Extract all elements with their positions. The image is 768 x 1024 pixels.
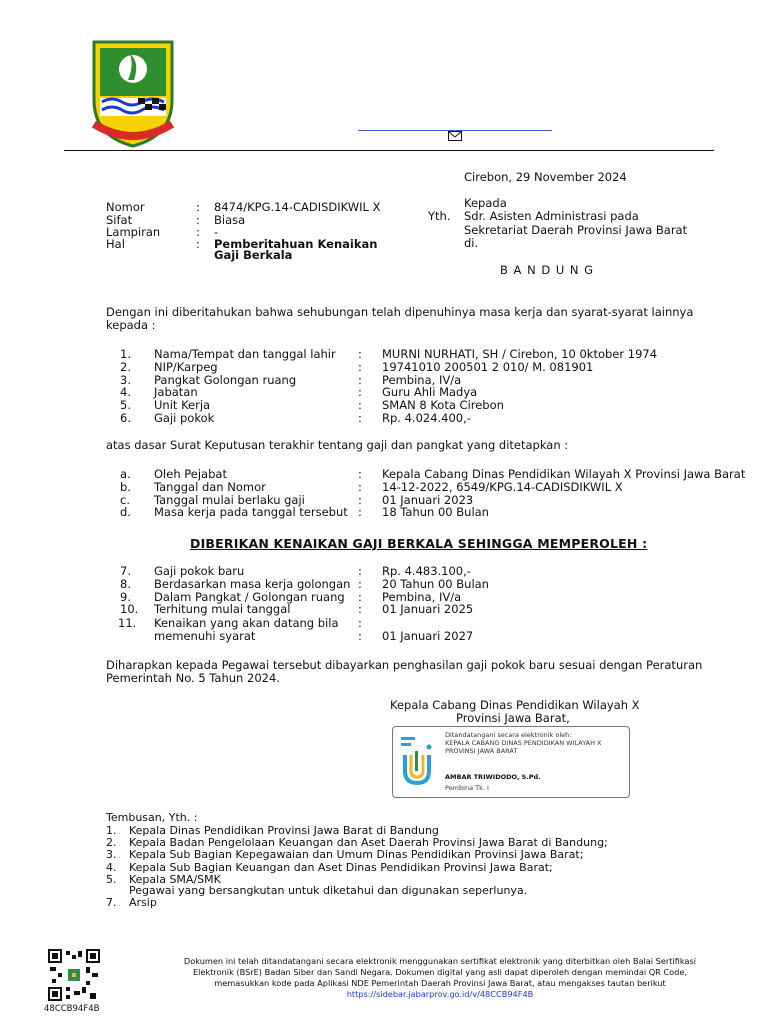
west-java-emblem-logo — [88, 36, 178, 148]
cc-item-text: Kepala Dinas Pendidikan Provinsi Jawa Barat di Bandung — [129, 824, 439, 837]
colon: : — [358, 589, 362, 604]
raise-item-value: 01 Januari 2027 — [382, 629, 474, 643]
footer-line3: memasukkan kode pada Aplikasi NDE Pemerintah Daerah Provinsi Jawa Barat, atau mengakses tautan berikut — [214, 978, 666, 988]
item-no: a. — [120, 467, 131, 481]
item-label: Gaji pokok — [154, 411, 215, 425]
item-label: Terhitung mulai tanggal — [154, 602, 291, 617]
document-code: 48CCB94F4B — [44, 1004, 100, 1014]
footer-line2: Elektronik (BSrE) Badan Siber dan Sandi Negara. Dokumen digital yang asli dapat diperoleh dengan memindai QR Code, — [192, 967, 688, 977]
sig-box-line3: PROVINSI JAWA BARAT — [445, 747, 518, 755]
cc-item-no: 4. — [106, 860, 117, 874]
colon: : — [196, 225, 200, 239]
item-label: Masa kerja pada tanggal tersebut — [154, 505, 348, 520]
hal-label: Hal — [106, 237, 125, 251]
colon: : — [358, 576, 362, 591]
sig-box-line2: KEPALA CABANG DINAS PENDIDIKAN WILAYAH X — [445, 739, 602, 747]
item-label: Unit Kerja — [154, 398, 211, 413]
colon: : — [196, 237, 200, 251]
nomor-value: 8474/KPG.14-CADISDIKWIL X — [214, 200, 381, 214]
item-value: 01 Januari 2025 — [382, 602, 474, 617]
colon: : — [358, 629, 362, 643]
recipient-line3: di. — [464, 236, 479, 250]
item-no: 1. — [120, 347, 131, 361]
item-no: 10. — [120, 602, 139, 617]
letter-date: Cirebon, 29 November 2024 — [464, 170, 627, 184]
sifat-value: Biasa — [214, 213, 246, 227]
verification-link[interactable]: https://sidebar.jabarprov.go.id/v/48CCB94F4B — [346, 989, 534, 999]
intro-line1: Dengan ini diberitahukan bahwa sehubungan telah dipenuhinya masa kerja dan syarat-syarat lainnya — [106, 305, 694, 319]
item-value: MURNI NURHATI, SH / Cirebon, 10 0ktober 1974 — [382, 347, 658, 361]
raise-item-no: 11. — [118, 616, 137, 630]
colon: : — [358, 602, 362, 617]
item-no: 6. — [120, 411, 131, 425]
colon: : — [358, 359, 362, 374]
item-no: 5. — [120, 398, 131, 413]
colon: : — [358, 616, 362, 630]
item-label: Jabatan — [154, 385, 198, 400]
colon: : — [196, 213, 200, 227]
item-label: Dalam Pangkat / Golongan ruang — [154, 589, 345, 604]
lampiran-value: - — [214, 225, 219, 239]
item-no: d. — [120, 505, 131, 520]
item-value: 20 Tahun 00 Bulan — [382, 576, 489, 591]
recipient-line2: Sekretariat Daerah Provinsi Jawa Barat — [464, 223, 688, 237]
item-no: 8. — [120, 576, 131, 591]
item-no: c. — [120, 492, 130, 507]
envelope-icon — [448, 131, 462, 141]
recipient-kepada: Kepada — [464, 196, 507, 210]
footer-line1: Dokumen ini telah ditandatangani secara elektronik menggunakan sertifikat elektronik yang diterbitkan oleh Balai Sertifikasi — [183, 956, 697, 966]
colon: : — [196, 200, 200, 214]
cc-title: Tembusan, Yth. : — [106, 811, 198, 824]
colon: : — [358, 398, 362, 413]
cc-item-no: 1. — [106, 824, 117, 837]
recipient-yth: Yth. — [428, 209, 451, 223]
bsre-logo-icon — [399, 733, 435, 789]
intro-line2: kepada : — [106, 318, 156, 332]
item-value: Kepala Cabang Dinas Pendidikan Wilayah X Provinsi Jawa Barat — [382, 467, 746, 481]
colon: : — [358, 347, 362, 361]
cc-item-no: 2. — [106, 836, 117, 850]
hal-value-line2: Gaji Berkala — [214, 248, 293, 262]
item-value: 18 Tahun 00 Bulan — [382, 505, 489, 520]
sig-box-line1: Ditandatangani secara elektronik oleh: — [445, 731, 572, 739]
colon: : — [358, 385, 362, 400]
item-no: 3. — [120, 372, 131, 387]
signer-title-line2: Provinsi Jawa Barat, — [456, 711, 570, 725]
hal-value-line1: Pemberitahuan Kenaikan — [214, 237, 378, 251]
recipient-city: B A N D U N G — [500, 263, 595, 277]
item-no: 9. — [120, 589, 131, 604]
cc-item-text: Kepala Sub Bagian Kepegawaian dan Umum Dinas Pendidikan Provinsi Jawa Barat; — [129, 848, 584, 862]
item-value: SMAN 8 Kota Cirebon — [382, 398, 504, 413]
cc-item-no: 5. — [106, 872, 117, 886]
footer-notice — [140, 956, 740, 1000]
item-value: 14-12-2022, 6549/KPG.14-CADISDIKWIL X — [382, 479, 623, 494]
raise-item-label: Kenaikan yang akan datang bila — [154, 616, 339, 630]
colon: : — [358, 411, 362, 425]
signer-rank: Pembina Tk. I — [445, 784, 489, 792]
signer-title-line1: Kepala Cabang Dinas Pendidikan Wilayah X — [390, 698, 640, 712]
cc-note: Pegawai yang bersangkutan untuk diketahui dan digunakan seperlunya. — [129, 884, 528, 897]
recipient-line1: Sdr. Asisten Administrasi pada — [464, 209, 639, 223]
closing-line2: Pemerintah No. 5 Tahun 2024. — [106, 671, 280, 685]
item-value: Rp. 4.483.100,- — [382, 564, 471, 578]
colon: : — [358, 479, 362, 494]
item-no: 7. — [120, 564, 131, 578]
item-label: Gaji pokok baru — [154, 564, 245, 578]
item-no: b. — [120, 479, 131, 494]
item-label: Nama/Tempat dan tanggal lahir — [154, 347, 336, 361]
raise-item-label-cont: memenuhi syarat — [154, 629, 256, 643]
item-value: Guru Ahli Madya — [382, 385, 478, 400]
item-label: Berdasarkan masa kerja golongan — [154, 576, 351, 591]
closing-line1: Diharapkan kepada Pegawai tersebut dibayarkan penghasilan gaji pokok baru sesuai dengan Peraturan — [106, 658, 703, 672]
item-label: Pangkat Golongan ruang — [154, 372, 297, 387]
item-no: 4. — [120, 385, 131, 400]
item-value: Rp. 4.024.400,- — [382, 411, 471, 425]
nomor-label: Nomor — [106, 200, 145, 214]
qr-code-icon[interactable] — [48, 949, 100, 1001]
cc-item-no: 3. — [106, 848, 117, 862]
item-label: Tanggal dan Nomor — [154, 479, 266, 494]
item-value: 19741010 200501 2 010/ M. 081901 — [382, 359, 594, 374]
signer-name: AMBAR TRIWIDODO, S.Pd. — [445, 773, 541, 781]
cc-item-text: Kepala Sub Bagian Keuangan dan Aset Dinas Pendidikan Provinsi Jawa Barat; — [129, 860, 553, 874]
item-label: NIP/Karpeg — [154, 359, 218, 374]
cc-item-text: Kepala Badan Pengelolaan Keuangan dan Aset Daerah Provinsi Jawa Barat di Bandung; — [129, 836, 608, 850]
lampiran-label: Lampiran — [106, 225, 161, 239]
item-label: Oleh Pejabat — [154, 467, 227, 481]
e-signature-box — [392, 726, 630, 798]
cc-item-no: 7. — [106, 896, 117, 909]
section-heading: DIBERIKAN KENAIKAN GAJI BERKALA SEHINGGA MEMPEROLEH : — [190, 536, 648, 551]
sifat-label: Sifat — [106, 213, 133, 227]
cc-item-text: Kepala SMA/SMK — [129, 872, 221, 886]
item-value: Pembina, IV/a — [382, 372, 462, 387]
colon: : — [358, 564, 362, 578]
letterhead-divider — [64, 150, 714, 151]
basis-text: atas dasar Surat Keputusan terakhir tentang gaji dan pangkat yang ditetapkan : — [106, 438, 569, 452]
cc-item-text: Arsip — [129, 896, 157, 909]
colon: : — [358, 492, 362, 507]
item-label: Tanggal mulai berlaku gaji — [154, 492, 305, 507]
colon: : — [358, 505, 362, 520]
colon: : — [358, 372, 362, 387]
item-no: 2. — [120, 359, 131, 374]
colon: : — [358, 467, 362, 481]
item-value: Pembina, IV/a — [382, 589, 462, 604]
item-value: 01 Januari 2023 — [382, 492, 474, 507]
